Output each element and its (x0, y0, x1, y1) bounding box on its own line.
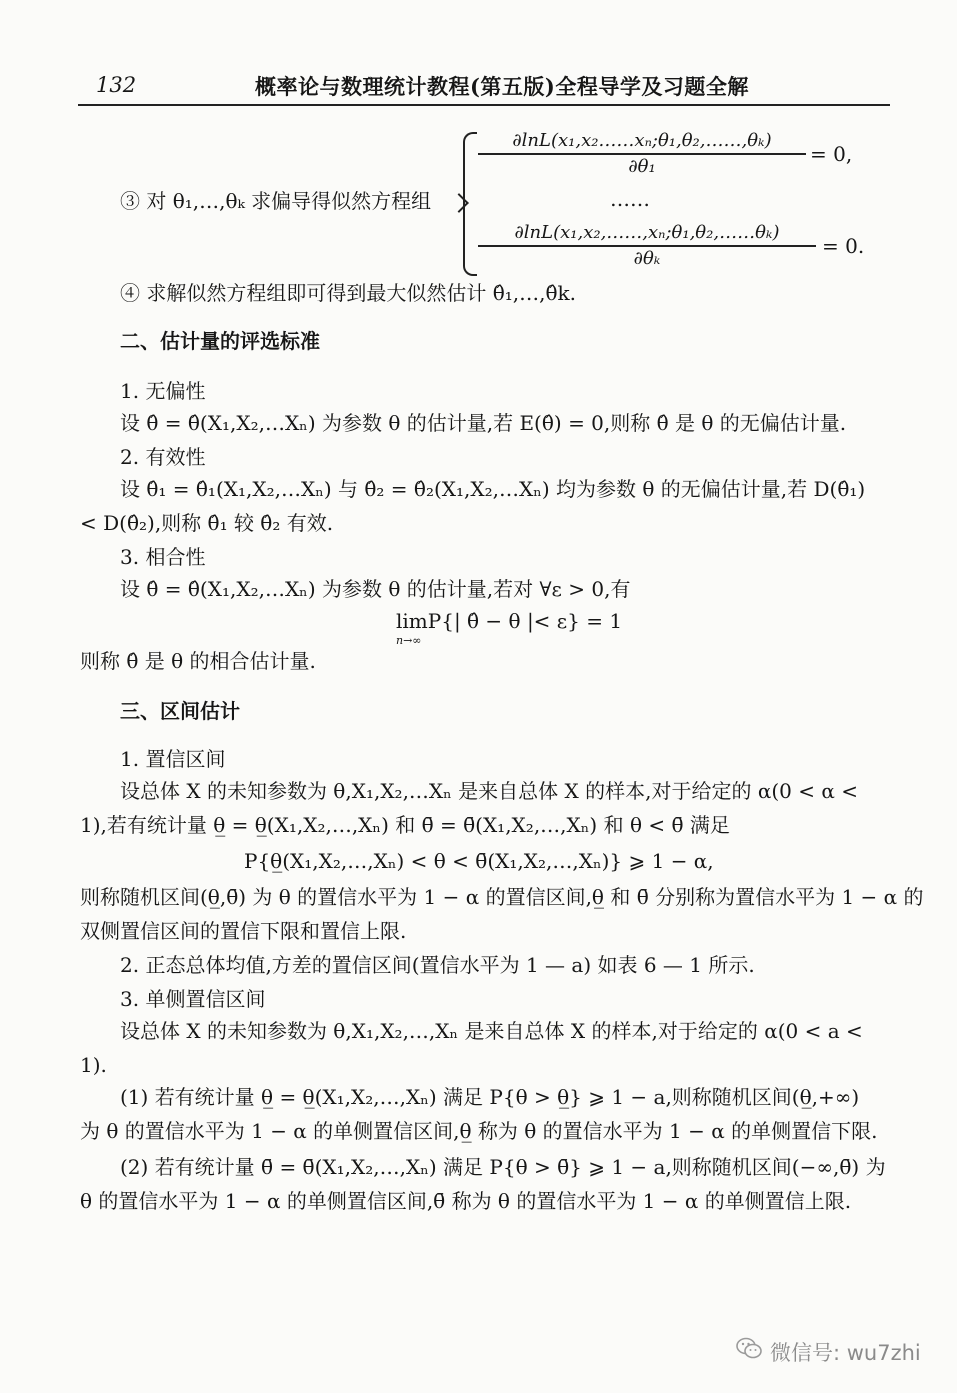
ci-text-line4: 双侧置信区间的置信下限和置信上限. (80, 919, 407, 943)
onesided-text-line2: 1). (80, 1053, 107, 1077)
eqk-denominator: ∂θₖ (633, 247, 661, 269)
likelihood-equation-k (478, 222, 816, 270)
watermark-text: 微信号: wu7zhi (770, 1341, 921, 1365)
equation-dots: …… (610, 187, 650, 211)
step4-text: ④ 求解似然方程组即可得到最大似然估计 θ̂₁,…,θ̂k. (120, 281, 577, 305)
consistency-conclusion: 则称 θ̂ 是 θ 的相合估计量. (80, 649, 316, 673)
ci-formula: P{θ̲(X₁,X₂,…,Xₙ) < θ < θ̄(X₁,X₂,…,Xₙ)} ⩾ 1 − α, (244, 849, 714, 873)
lower-bound-text-line1: (1) 若有统计量 θ̲ = θ̲(X₁,X₂,…,Xₙ) 满足 P{θ > θ̲} ⩾ 1 − a,则称随机区间(θ̲,+∞) (120, 1085, 860, 1109)
eqk-numerator: ∂lnL(x₁,x₂,……,xₙ;θ₁,θ₂,……θₖ) (514, 222, 780, 243)
consistency-formula: limP{| θ̂ − θ |< ε} = 1 (396, 609, 623, 633)
eq1-numerator: ∂lnL(x₁,x₂……xₙ;θ₁,θ₂,……,θₖ) (512, 130, 772, 151)
wechat-icon (736, 1337, 762, 1359)
ci-title: 1. 置信区间 (120, 747, 226, 771)
upper-bound-text-line1: (2) 若有统计量 θ̄ = θ̄(X₁,X₂,…,Xₙ) 满足 P{θ > θ̄} ⩾ 1 − a,则称随机区间(−∞,θ̄) 为 (120, 1155, 886, 1179)
lower-bound-text-line2: 为 θ 的置信水平为 1 − α 的单侧置信区间,θ̲ 称为 θ 的置信水平为 1 − α 的单侧置信下限. (80, 1119, 878, 1143)
efficiency-text-line1: 设 θ̂₁ = θ̂₁(X₁,X₂,…Xₙ) 与 θ̂₂ = θ̂₂(X₁,X₂,…Xₙ) 均为参数 θ 的无偏估计量,若 D(θ̂₁) (120, 477, 866, 501)
consistency-title: 3. 相合性 (120, 545, 206, 569)
page-number: 132 (96, 73, 137, 97)
onesided-title: 3. 单侧置信区间 (120, 987, 266, 1011)
upper-bound-text-line2: θ 的置信水平为 1 − α 的单侧置信区间,θ̄ 称为 θ 的置信水平为 1 − α 的单侧置信上限. (80, 1189, 852, 1213)
eq1-denominator: ∂θ₁ (628, 155, 656, 177)
step3-label: ③ 对 θ₁,…,θₖ 求偏导得似然方程组 (120, 189, 432, 213)
ci-text-line2: 1),若有统计量 θ̲ = θ̲(X₁,X₂,…,Xₙ) 和 θ̄ = θ̄(X₁,X₂,…,Xₙ) 和 θ < θ̄ 满足 (80, 813, 730, 837)
unbiased-title: 1. 无偏性 (120, 379, 206, 403)
consistency-lim-subscript: n→∞ (396, 634, 422, 647)
likelihood-equation-1 (478, 130, 806, 178)
eqk-fraction-bar (478, 245, 816, 247)
normal-ci-text: 2. 正态总体均值,方差的置信区间(置信水平为 1 — a) 如表 6 — 1 所示. (120, 953, 755, 977)
section3-heading: 三、区间估计 (120, 699, 240, 723)
eqk-rhs: = 0. (822, 234, 865, 258)
eq1-rhs: = 0, (810, 142, 853, 166)
unbiased-text: 设 θ̂ = θ̂(X₁,X₂,…Xₙ) 为参数 θ 的估计量,若 E(θ̂) = 0,则称 θ̂ 是 θ 的无偏估计量. (120, 411, 847, 435)
consistency-text: 设 θ̂ = θ̂(X₁,X₂,…Xₙ) 为参数 θ 的估计量,若对 ∀ε > 0,有 (120, 577, 631, 601)
ci-text-line3: 则称随机区间(θ̲,θ̄) 为 θ 的置信水平为 1 − α 的置信区间,θ̲ 和 θ̄ 分别称为置信水平为 1 − α 的 (80, 885, 924, 909)
onesided-text-line1: 设总体 X 的未知参数为 θ,X₁,X₂,…,Xₙ 是来自总体 X 的样本,对于给定的 α(0 < a < (120, 1019, 863, 1043)
efficiency-title: 2. 有效性 (120, 445, 206, 469)
section2-heading: 二、估计量的评选标准 (120, 329, 320, 353)
book-title: 概率论与数理统计教程(第五版)全程导学及习题全解 (255, 74, 749, 99)
ci-text-line1: 设总体 X 的未知参数为 θ,X₁,X₂,…Xₙ 是来自总体 X 的样本,对于给定的 α(0 < α < (120, 779, 858, 803)
header-rule (78, 104, 890, 106)
efficiency-text-line2: < D(θ̂₂),则称 θ̂₁ 较 θ̂₂ 有效. (80, 511, 334, 535)
eq1-fraction-bar (478, 153, 806, 155)
